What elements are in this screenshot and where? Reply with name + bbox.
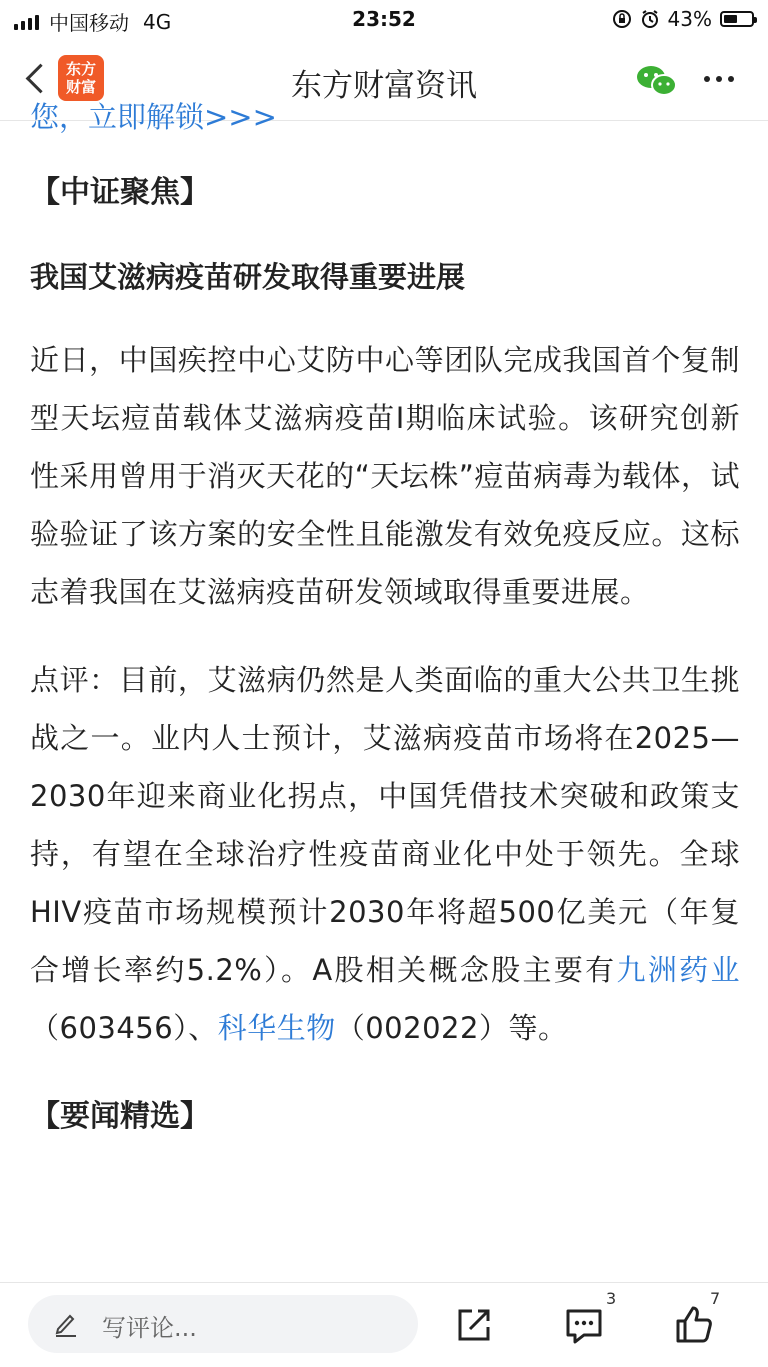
alarm-icon [640,9,660,29]
rotation-lock-icon [612,9,632,29]
network-type: 4G [143,9,172,34]
comment-icon[interactable] [562,1303,606,1347]
article-paragraph-1: 近日，中国疾控中心艾防中心等团队完成我国首个复制型天坛痘苗载体艾滋病疫苗I期临床试验。该研究创新性采用曾用于消灭天花的“天坛株”痘苗病毒为载体，试验验证了该方案的安全性且能激发有效免疫反应。这标志着我国在艾滋病疫苗研发领域取得重要进展。 [30,343,740,609]
share-icon[interactable] [452,1303,496,1347]
comment-input[interactable] [28,1295,418,1353]
section-heading: 【中证聚焦】 [30,175,210,210]
logo-text-2: 财富 [65,78,96,96]
comment-count-badge: 3 [606,1289,617,1308]
pencil-icon [54,1311,78,1337]
page-title: 东方财富资讯 [291,68,477,104]
wechat-icon[interactable] [636,64,678,98]
status-bar [0,0,768,40]
article-headline: 我国艾滋病疫苗研发取得重要进展 [30,260,466,294]
battery-icon [720,11,754,27]
stock-link-kehua[interactable]: 科华生物 [217,1011,336,1045]
bottom-bar [0,1282,768,1367]
carrier-name: 中国移动 [49,11,129,35]
stock-code-1: （603456）、 [30,1011,218,1045]
battery-percent: 43% [667,7,712,31]
more-icon[interactable] [704,76,734,82]
logo-text-1: 东方 [65,60,96,78]
stock-link-jiuzhou[interactable]: 九洲药业 [616,953,740,987]
paragraph-2-text: 点评：目前，艾滋病仍然是人类面临的重大公共卫生挑战之一。业内人士预计，艾滋病疫苗市场将在2025—2030年迎来商业化拐点，中国凭借技术突破和政策支持，有望在全球治疗性疫苗商业化中处于领先。全球HIV疫苗市场规模预计2030年将超500亿美元（年复合增长率约5.2%）。A股相关概念股主要有 [30,663,740,987]
stock-code-2: （002022）等。 [335,1011,568,1045]
status-right [612,7,754,31]
comment-placeholder: 写评论... [102,1314,197,1342]
article-content [0,100,768,1281]
status-time: 23:52 [352,7,416,31]
unlock-link[interactable]: 您，立即解锁>>> [30,100,277,134]
like-count-badge: 7 [710,1289,721,1308]
next-section-heading: 【要闻精选】 [30,1099,210,1134]
article-paragraph-2 [30,651,740,1057]
like-icon[interactable] [672,1303,716,1347]
